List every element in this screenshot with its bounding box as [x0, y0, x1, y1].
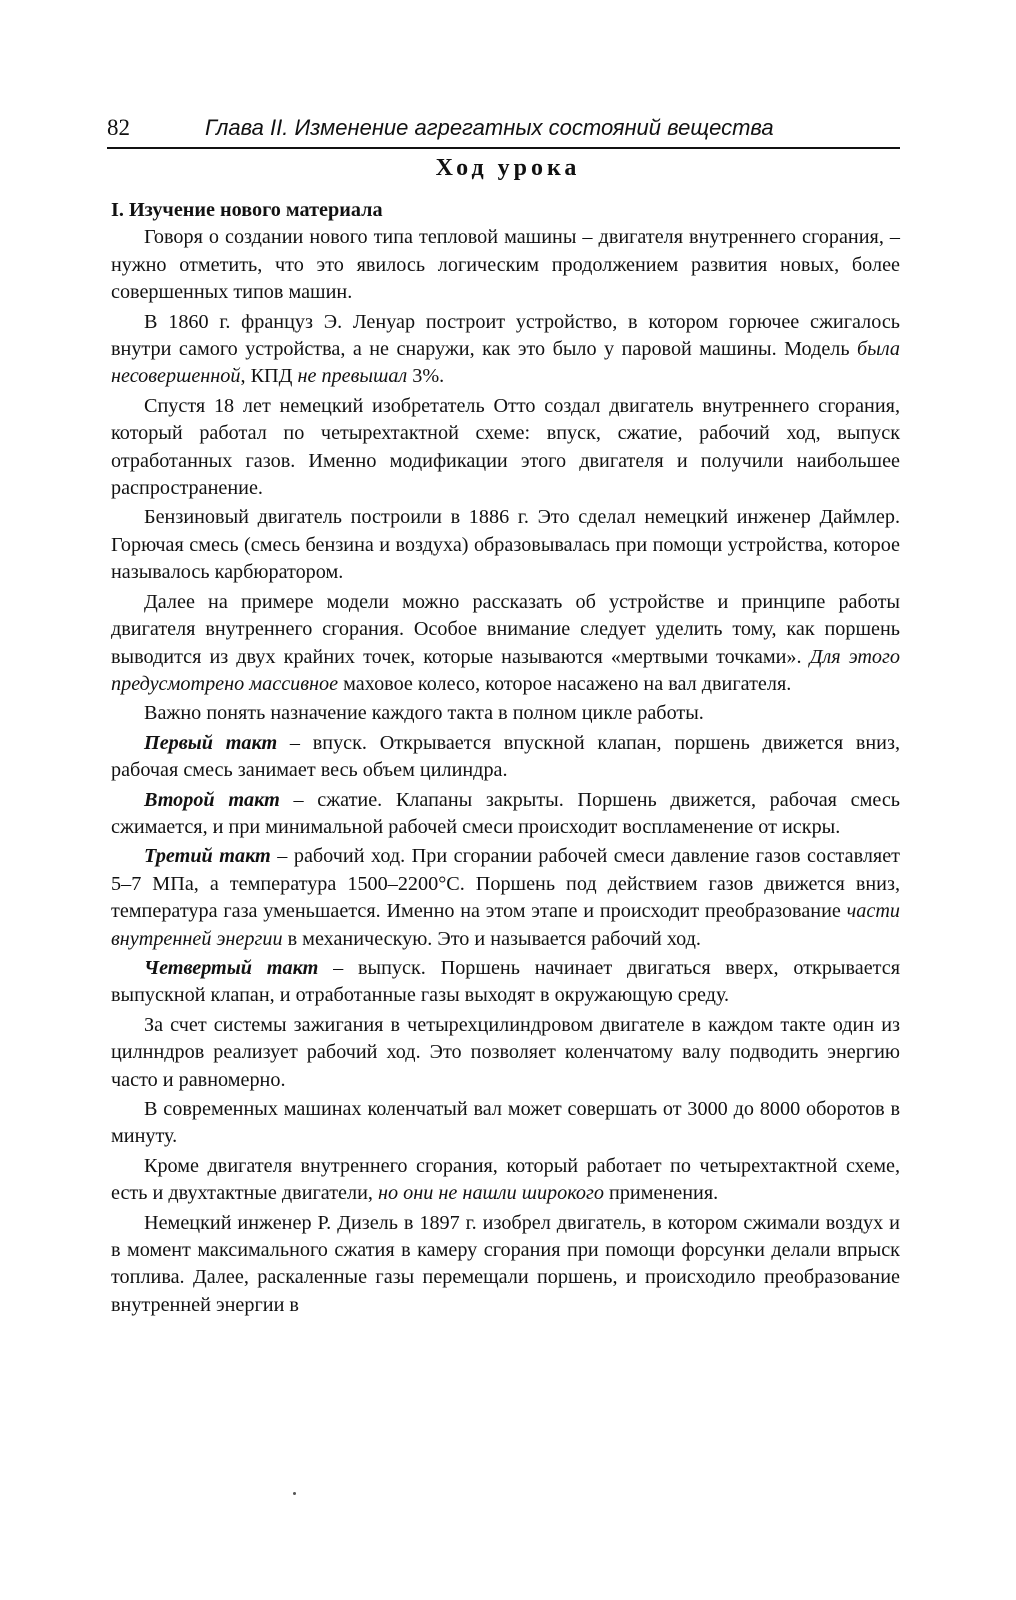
stroke-label: Четвертый такт [144, 956, 319, 979]
stroke-label: Первый такт [144, 731, 278, 754]
scan-speck [293, 1492, 296, 1495]
paragraph: Говоря о создании нового типа тепловой машины – двигателя внутреннего сгорания, – нужно отметить, что это явилось логическим продолжением развития новых, более совершенных типов машин. [111, 226, 900, 304]
paragraph: Бензиновый двигатель построили в 1886 г. Это сделал немецкий инженер Даймлер. Горючая смесь (смесь бензина и воздуха) образовывалась при помощи устройства, которое называлось карбюратором. [111, 506, 900, 584]
text-run: – впуск. Открывается впускной клапан, поршень движется вниз, рабочая смесь занимает весь объем цилиндра. [111, 731, 900, 782]
text-run: применения. [603, 1182, 719, 1205]
page-number: 82 [107, 115, 130, 140]
italic-run: не превышал [297, 365, 408, 388]
paragraph [111, 843, 900, 953]
text-run: В 1860 г. француз Э. Ленуар построит устройство, в котором горючее сжигалось внутри самого устройства, а не снаружи, как это было у паровой машины. Модель [111, 310, 900, 361]
paragraph [111, 309, 900, 391]
text-run: 3%. [407, 365, 445, 388]
paragraph: В современных машинах коленчатый вал может совершать от 3000 до 8000 оборотов в минуту. [111, 1098, 900, 1148]
text-run: в механическую. Это и называется рабочий ход. [282, 927, 701, 950]
paragraph [111, 955, 900, 1010]
paragraph [111, 1153, 900, 1208]
italic-run: но они не нашли широкого [378, 1182, 604, 1205]
text-run: – выпуск. Поршень начинает двигаться вверх, открывается выпускной клапан, и отработанные газы выходят в окружающую среду. [111, 956, 900, 1007]
text-run: – рабочий ход. При сгорании рабочей смеси давление газов составляет 5–7 МПа, а температура 1500–2200°С. Поршень под действием газов движется вниз, температура газа уменьшается. Именно на этом этапе и происходит преобразование [111, 845, 900, 923]
lesson-title: Ход урока [435, 155, 581, 181]
stroke-label: Третий такт [144, 845, 271, 868]
text-run: Далее на примере модели можно рассказать об устройстве и принципе работы двигателя внутреннего сгорания. Особое внимание следует уделить тому, как поршень выводится из двух крайних точек, которые называются «мертвыми точками». [111, 590, 900, 668]
paragraph [111, 787, 900, 842]
text-run: , КПД [240, 365, 298, 388]
text-run: маховое колесо, которое насажено на вал двигателя. [338, 672, 792, 695]
stroke-label: Второй такт [144, 788, 280, 811]
italic-run: была несовершенной [111, 338, 900, 388]
body-text [111, 197, 900, 1321]
paragraph: За счет системы зажигания в четырехцилиндровом двигателе в каждом такте один из цилнндров реализует рабочий ход. Это позволяет коленчатому валу подводить энергию часто и равномерно. [111, 1013, 900, 1091]
running-header [107, 113, 900, 149]
paragraph [111, 730, 900, 785]
italic-run: Для этого предусмотрено массивное [111, 645, 900, 695]
italic-run: части внутренней энергии [111, 900, 900, 950]
paragraph: Немецкий инженер Р. Дизель в 1897 г. изобрел двигатель, в котором сжимали воздух и в момент максимального сжатия в камеру сгорания при помощи форсунки делали впрыск топлива. Далее, раскаленные газы перемещали поршень, и происходило преобразование внутренней энергии в [111, 1211, 900, 1316]
section-heading: I. Изучение нового материала [111, 199, 383, 221]
chapter-title: Глава II. Изменение агрегатных состояний вещества [205, 115, 774, 140]
paragraph: Важно понять назначение каждого такта в полном цикле работы. [144, 702, 704, 725]
paragraph [111, 589, 900, 699]
text-run: Кроме двигателя внутреннего сгорания, который работает по четырехтактной схеме, есть и двухтактные двигатели, [111, 1154, 900, 1205]
text-run: – сжатие. Клапаны закрыты. Поршень движется, рабочая смесь сжимается, и при минимальной рабочей смеси происходит воспламенение от искры. [111, 788, 900, 838]
paragraph: Спустя 18 лет немецкий изобретатель Отто создал двигатель внутреннего сгорания, который работал по четырехтактной схеме: впуск, сжатие, рабочий ход, выпуск отработанных газов. Именно модификации этого двигателя и получили наибольшее распространение. [111, 394, 900, 500]
